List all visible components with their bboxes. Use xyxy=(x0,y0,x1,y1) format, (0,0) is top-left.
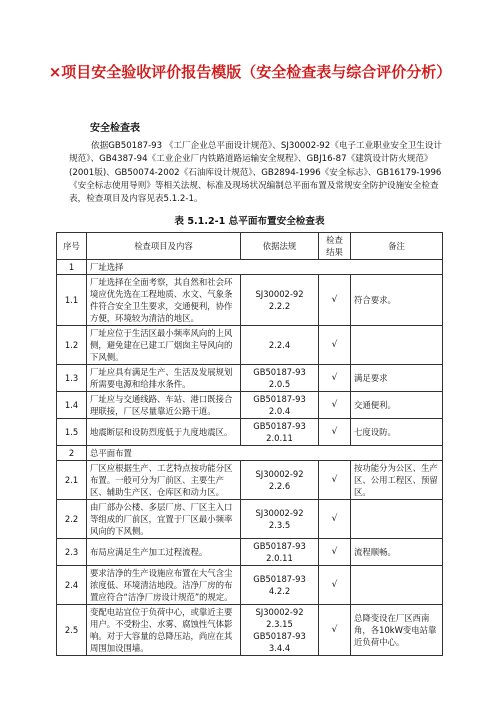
row-no: 1.1 xyxy=(57,275,87,326)
row-item: 厂址应位于生活区最小频率风向的上风侧，避免建在已建工厂烟囱主导风向的下风侧。 xyxy=(87,326,241,365)
row-basis: 2.2.4 xyxy=(241,326,319,365)
row-item: 厂区应根据生产、工艺特点按功能分区布置。一般可分为厂前区、主要生产区、辅助生产区、仓库区和动力区。 xyxy=(87,461,241,500)
row-item: 变配电站宜位于负荷中心，或靠近主要用户。不受粉尘、水雾、腐蚀性气体影响。对于大容量的总降压站，尚应在其周围加设围墙。 xyxy=(87,605,241,656)
row-item: 地震断层和设防烈度低于九度地震区。 xyxy=(87,419,241,446)
row-result: √ xyxy=(319,365,351,392)
row-no: 2.5 xyxy=(57,605,87,656)
table-row xyxy=(57,605,443,656)
row-remark: 流程顺畅。 xyxy=(351,539,443,566)
row-item: 要求洁净的生产设施应布置在大气含尘浓度低、环境清洁地段。洁净厂房的布置应符合“洁净厂房设计规范”的规定。 xyxy=(87,566,241,605)
header-item: 检查项目及内容 xyxy=(87,233,241,260)
row-remark: 总降变设在厂区西南角，各10kW变电站靠近负荷中心。 xyxy=(351,605,443,656)
document-title: ×项目安全验收评价报告模版（安全检查表与综合评价分析） xyxy=(48,63,452,81)
row-remark xyxy=(351,326,443,365)
row-item: 厂址应与交通线路、车站、港口既接合理联接，厂区尽量靠近公路干道。 xyxy=(87,392,241,419)
header-no: 序号 xyxy=(57,233,87,260)
row-item: 厂址应具有满足生产、生活及发展规划所需要电源和给排水条件。 xyxy=(87,365,241,392)
row-no: 1.3 xyxy=(57,365,87,392)
intro-paragraph: 依据GB50187-93 《工厂企业总平面设计规范》、SJ30002-92《电子工业职业安全卫生设计规范》、GB4387-94《工业企业厂内铁路道路运输安全规程》、GBJ16-87《建筑设计防火规范》(2001版)、GB50074-2002《石油库设计规范》、GB2894-1996《安全标志》、GB16179-1996《安全标志使用导则》等相关法规、标准及现场状况编制总平面布置及常规安全防护设施安全检查表，检查项目及内容见表5.1.2-1。 xyxy=(69,141,442,205)
row-no: 2.4 xyxy=(57,566,87,605)
row-result: √ xyxy=(319,461,351,500)
table-section-row xyxy=(57,446,443,461)
table-row xyxy=(57,419,443,446)
table-header-row xyxy=(57,233,443,260)
row-item: 厂址选择在全面考察，其自然和社会环境应优先选在工程地质、水文、气象条件符合安全卫生要求，交通便利，协作方便，环境较为清洁的地区。 xyxy=(87,275,241,326)
table-row xyxy=(57,275,443,326)
row-result: √ xyxy=(319,326,351,365)
row-no: 1.2 xyxy=(57,326,87,365)
row-item: 由厂部办公楼、多层厂房、厂区主入口等组成的厂前区，宜置于厂区最小频率风向的下风侧。 xyxy=(87,500,241,539)
row-item: 布局应满足生产加工过程流程。 xyxy=(87,539,241,566)
row-no: 1.5 xyxy=(57,419,87,446)
table-caption: 表 5.1.2-1 总平面布置安全检查表 xyxy=(174,216,325,227)
row-basis: SJ30002-92 2.2.6 xyxy=(241,461,319,500)
table-row xyxy=(57,500,443,539)
row-result: √ xyxy=(319,539,351,566)
row-no: 2.2 xyxy=(57,500,87,539)
table-row xyxy=(57,461,443,500)
row-result: √ xyxy=(319,419,351,446)
checklist-table xyxy=(56,232,443,656)
section-title: 安全检查表 xyxy=(90,123,140,134)
section-no: 1 xyxy=(57,260,87,275)
table-row xyxy=(57,365,443,392)
header-result: 检查结果 xyxy=(319,233,351,260)
row-no: 2.1 xyxy=(57,461,87,500)
row-basis: GB50187-93 2.0.11 xyxy=(241,419,319,446)
row-result: √ xyxy=(319,566,351,605)
row-basis: GB50187-93 4.2.2 xyxy=(241,566,319,605)
section-label: 总平面布置 xyxy=(87,446,443,461)
table-row xyxy=(57,392,443,419)
header-remark: 备注 xyxy=(351,233,443,260)
row-remark xyxy=(351,500,443,539)
row-result: √ xyxy=(319,392,351,419)
row-remark: 满足要求 xyxy=(351,365,443,392)
table-row xyxy=(57,326,443,365)
row-result: √ xyxy=(319,605,351,656)
row-remark: 按功能分为公区、生产区、公用工程区、预留区。 xyxy=(351,461,443,500)
row-basis: SJ30002-92 2.3.15 GB50187-93 3.4.4 xyxy=(241,605,319,656)
row-remark: 交通便利。 xyxy=(351,392,443,419)
row-basis: GB50187-93 2.0.5 xyxy=(241,365,319,392)
row-remark: 七度设防。 xyxy=(351,419,443,446)
row-remark: 符合要求。 xyxy=(351,275,443,326)
row-no: 2.3 xyxy=(57,539,87,566)
row-remark xyxy=(351,566,443,605)
table-row xyxy=(57,566,443,605)
row-basis: SJ30002-92 2.3.5 xyxy=(241,500,319,539)
table-row xyxy=(57,539,443,566)
table-section-row xyxy=(57,260,443,275)
table-body xyxy=(57,260,443,656)
row-basis: SJ30002-92 2.2.2 xyxy=(241,275,319,326)
row-result: √ xyxy=(319,500,351,539)
section-label: 厂址选择 xyxy=(87,260,443,275)
section-no: 2 xyxy=(57,446,87,461)
row-basis: GB50187-93 2.0.4 xyxy=(241,392,319,419)
row-basis: GB50187-93 2.0.11 xyxy=(241,539,319,566)
row-result: √ xyxy=(319,275,351,326)
row-no: 1.4 xyxy=(57,392,87,419)
header-basis: 依据法规 xyxy=(241,233,319,260)
